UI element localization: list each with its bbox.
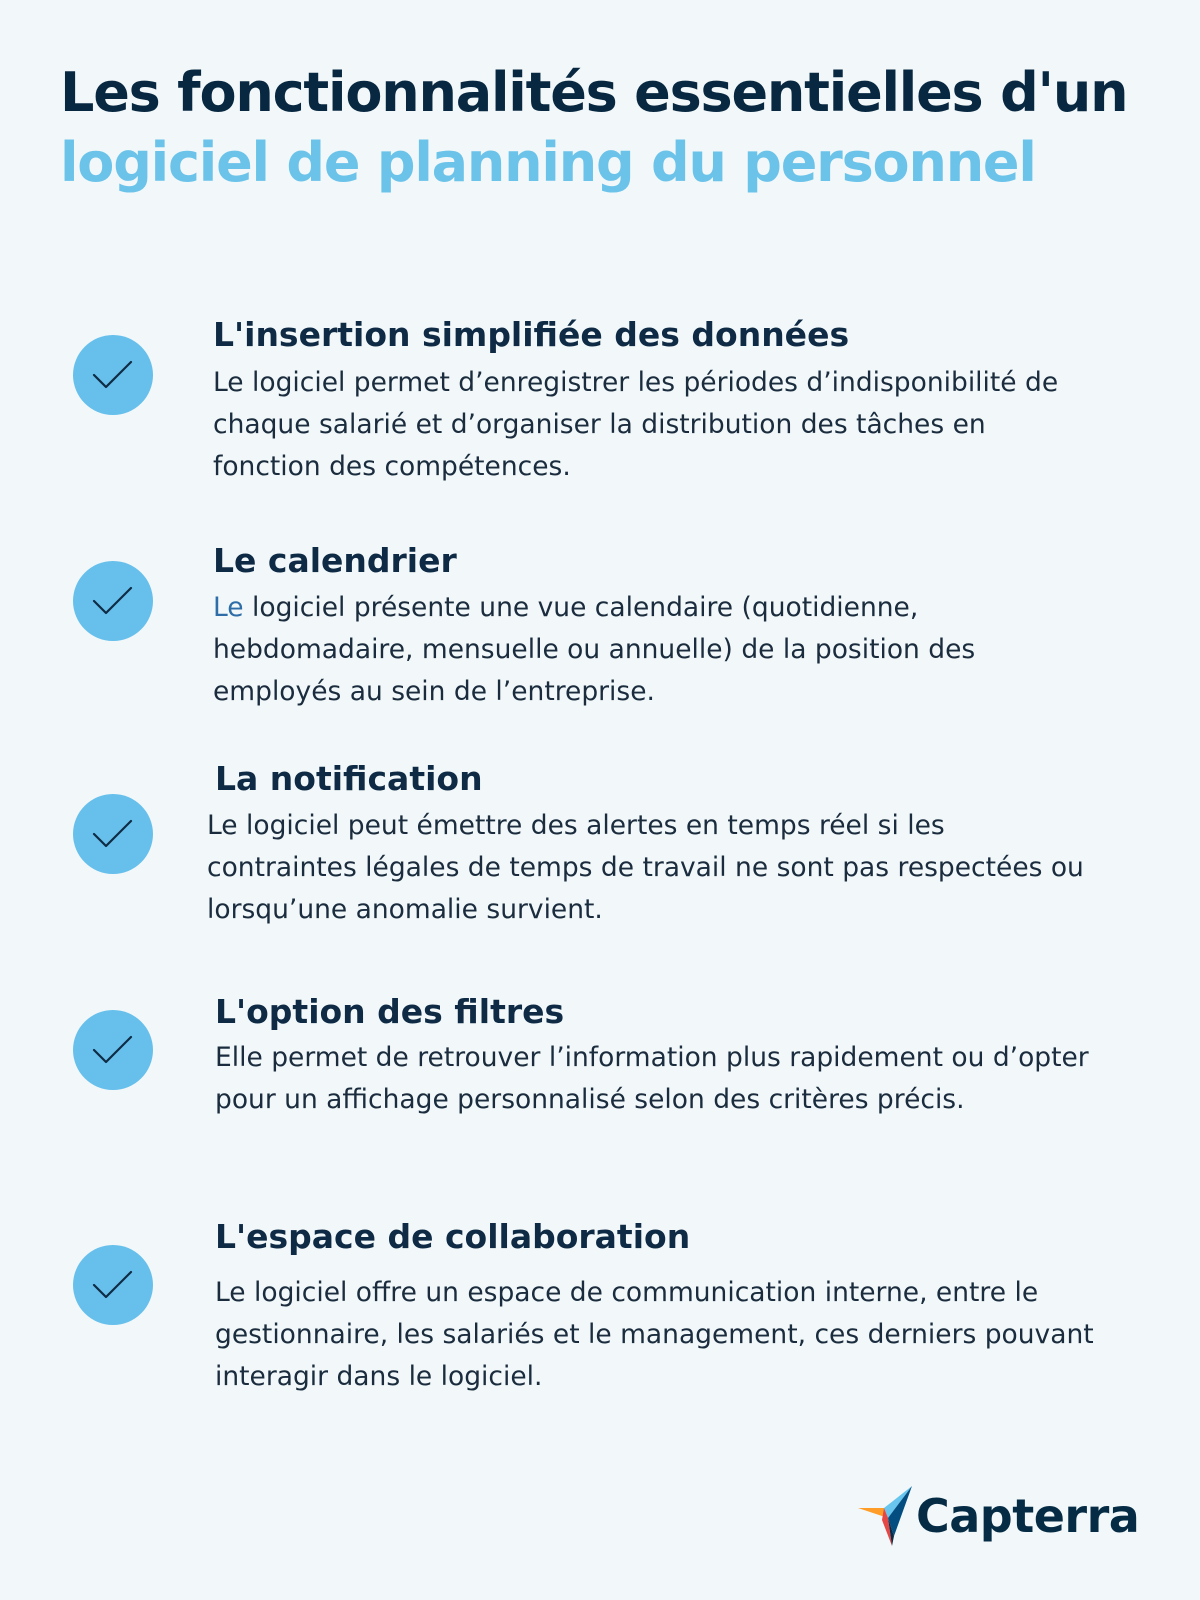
feature-description-lead: Le — [213, 592, 244, 623]
feature-description: Le logiciel offre un espace de communication interne, entre le gestionnaire, les salariés et le management, ces derniers pouvant interagir dans le logiciel. — [215, 1277, 1094, 1392]
feature-description: Le logiciel peut émettre des alertes en temps réel si les contraintes légales de temps de travail ne sont pas respectées ou lorsqu’une anomalie survient. — [207, 810, 1084, 925]
feature-description — [213, 587, 1093, 713]
feature-title: L'insertion simplifiée des données — [213, 315, 850, 354]
page-title — [60, 58, 1180, 198]
checkmark-icon — [73, 561, 153, 641]
capterra-logo-icon — [856, 1484, 916, 1548]
feature-description: Le logiciel permet d’enregistrer les périodes d’indisponibilité de chaque salarié et d’organiser la distribution des tâches en fonction des compétences. — [213, 367, 1059, 482]
checkmark-icon — [73, 335, 153, 415]
title-line-1: Les fonctionnalités essentielles d'un — [60, 61, 1128, 124]
feature-title: La notification — [215, 759, 483, 798]
feature-title: Le calendrier — [213, 541, 457, 580]
feature-description-body: logiciel présente une vue calendaire (quotidienne, hebdomadaire, mensuelle ou annuelle) de la position des employés au sein de l’entreprise. — [213, 592, 976, 707]
feature-title: L'option des filtres — [215, 992, 565, 1031]
feature-description: Elle permet de retrouver l’information plus rapidement ou d’opter pour un affichage personnalisé selon des critères précis. — [215, 1042, 1089, 1115]
checkmark-icon — [73, 794, 153, 874]
brand-name: Capterra — [916, 1489, 1140, 1543]
checkmark-icon — [73, 1010, 153, 1090]
checkmark-icon — [73, 1245, 153, 1325]
feature-title: L'espace de collaboration — [215, 1217, 691, 1256]
title-line-2: logiciel de planning du personnel — [60, 131, 1036, 194]
capterra-brand — [856, 1484, 1140, 1550]
